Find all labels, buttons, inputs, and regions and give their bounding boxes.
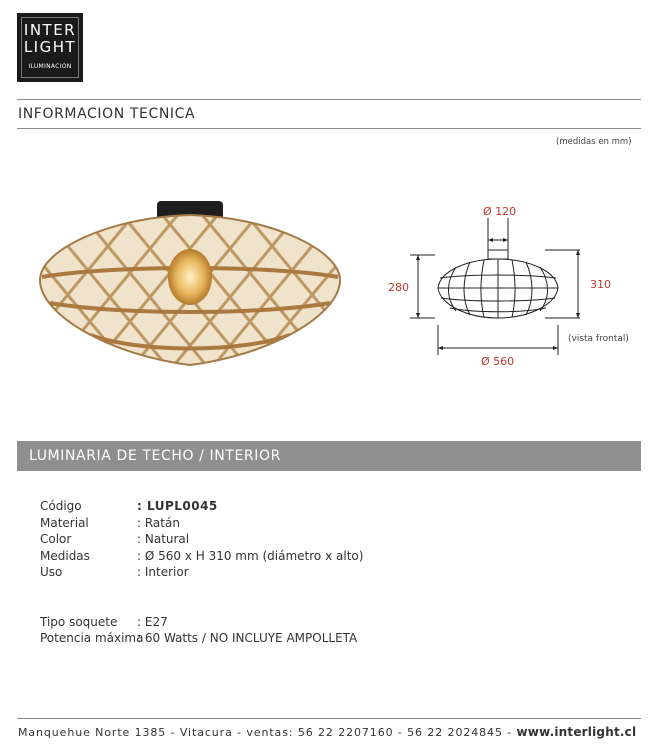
spec-value-code: : LUPL0045 xyxy=(137,499,218,513)
spec-label-socket: Tipo soquete xyxy=(40,615,118,629)
spec-label-material: Material xyxy=(40,516,89,530)
spec-label-color: Color xyxy=(40,532,72,546)
section-title: INFORMACION TECNICA xyxy=(18,106,196,122)
bulb xyxy=(168,249,212,305)
dimension-top-diameter: Ø 120 xyxy=(483,205,517,218)
view-note: (vista frontal) xyxy=(568,334,629,344)
logo-line-2: LIGHT xyxy=(23,38,77,56)
spec-value-dimensions: : Ø 560 x H 310 mm (diámetro x alto) xyxy=(137,549,364,563)
spec-label-code: Código xyxy=(40,499,82,513)
top-divider xyxy=(17,99,641,100)
dimension-height-right: 310 xyxy=(590,278,611,291)
units-note: (medidas en mm) xyxy=(556,137,632,147)
footer xyxy=(18,725,636,739)
spec-label-use: Uso xyxy=(40,565,63,579)
category-band xyxy=(17,441,641,471)
logo-line-3: ILUMINACION xyxy=(28,63,72,70)
spec-label-dimensions: Medidas xyxy=(40,549,90,563)
spec-value-color: : Natural xyxy=(137,532,190,546)
footer-divider xyxy=(17,718,641,719)
technical-drawing xyxy=(380,200,580,360)
category-title: LUMINARIA DE TECHO / INTERIOR xyxy=(29,448,281,464)
spec-value-use: : Interior xyxy=(137,565,189,579)
interlight-logo xyxy=(17,13,83,82)
spec-value-material: : Ratán xyxy=(137,516,180,530)
footer-website-link[interactable]: www.interlight.cl xyxy=(516,725,637,739)
section-divider xyxy=(17,128,641,129)
spec-label-power: Potencia máxima xyxy=(40,631,144,645)
rattan-shade xyxy=(30,195,350,370)
footer-address: Manquehue Norte 1385 - Vitacura - ventas: 56 22 2207160 - 56 22 2024845 - xyxy=(18,726,517,739)
spec-value-power: : 60 Watts / NO INCLUYE AMPOLLETA xyxy=(137,631,358,645)
spec-value-socket: : E27 xyxy=(137,615,168,629)
product-photo xyxy=(30,195,350,370)
logo-line-1: INTER xyxy=(23,21,77,39)
dimension-height-left: 280 xyxy=(388,281,409,294)
dimension-width: Ø 560 xyxy=(481,355,515,368)
